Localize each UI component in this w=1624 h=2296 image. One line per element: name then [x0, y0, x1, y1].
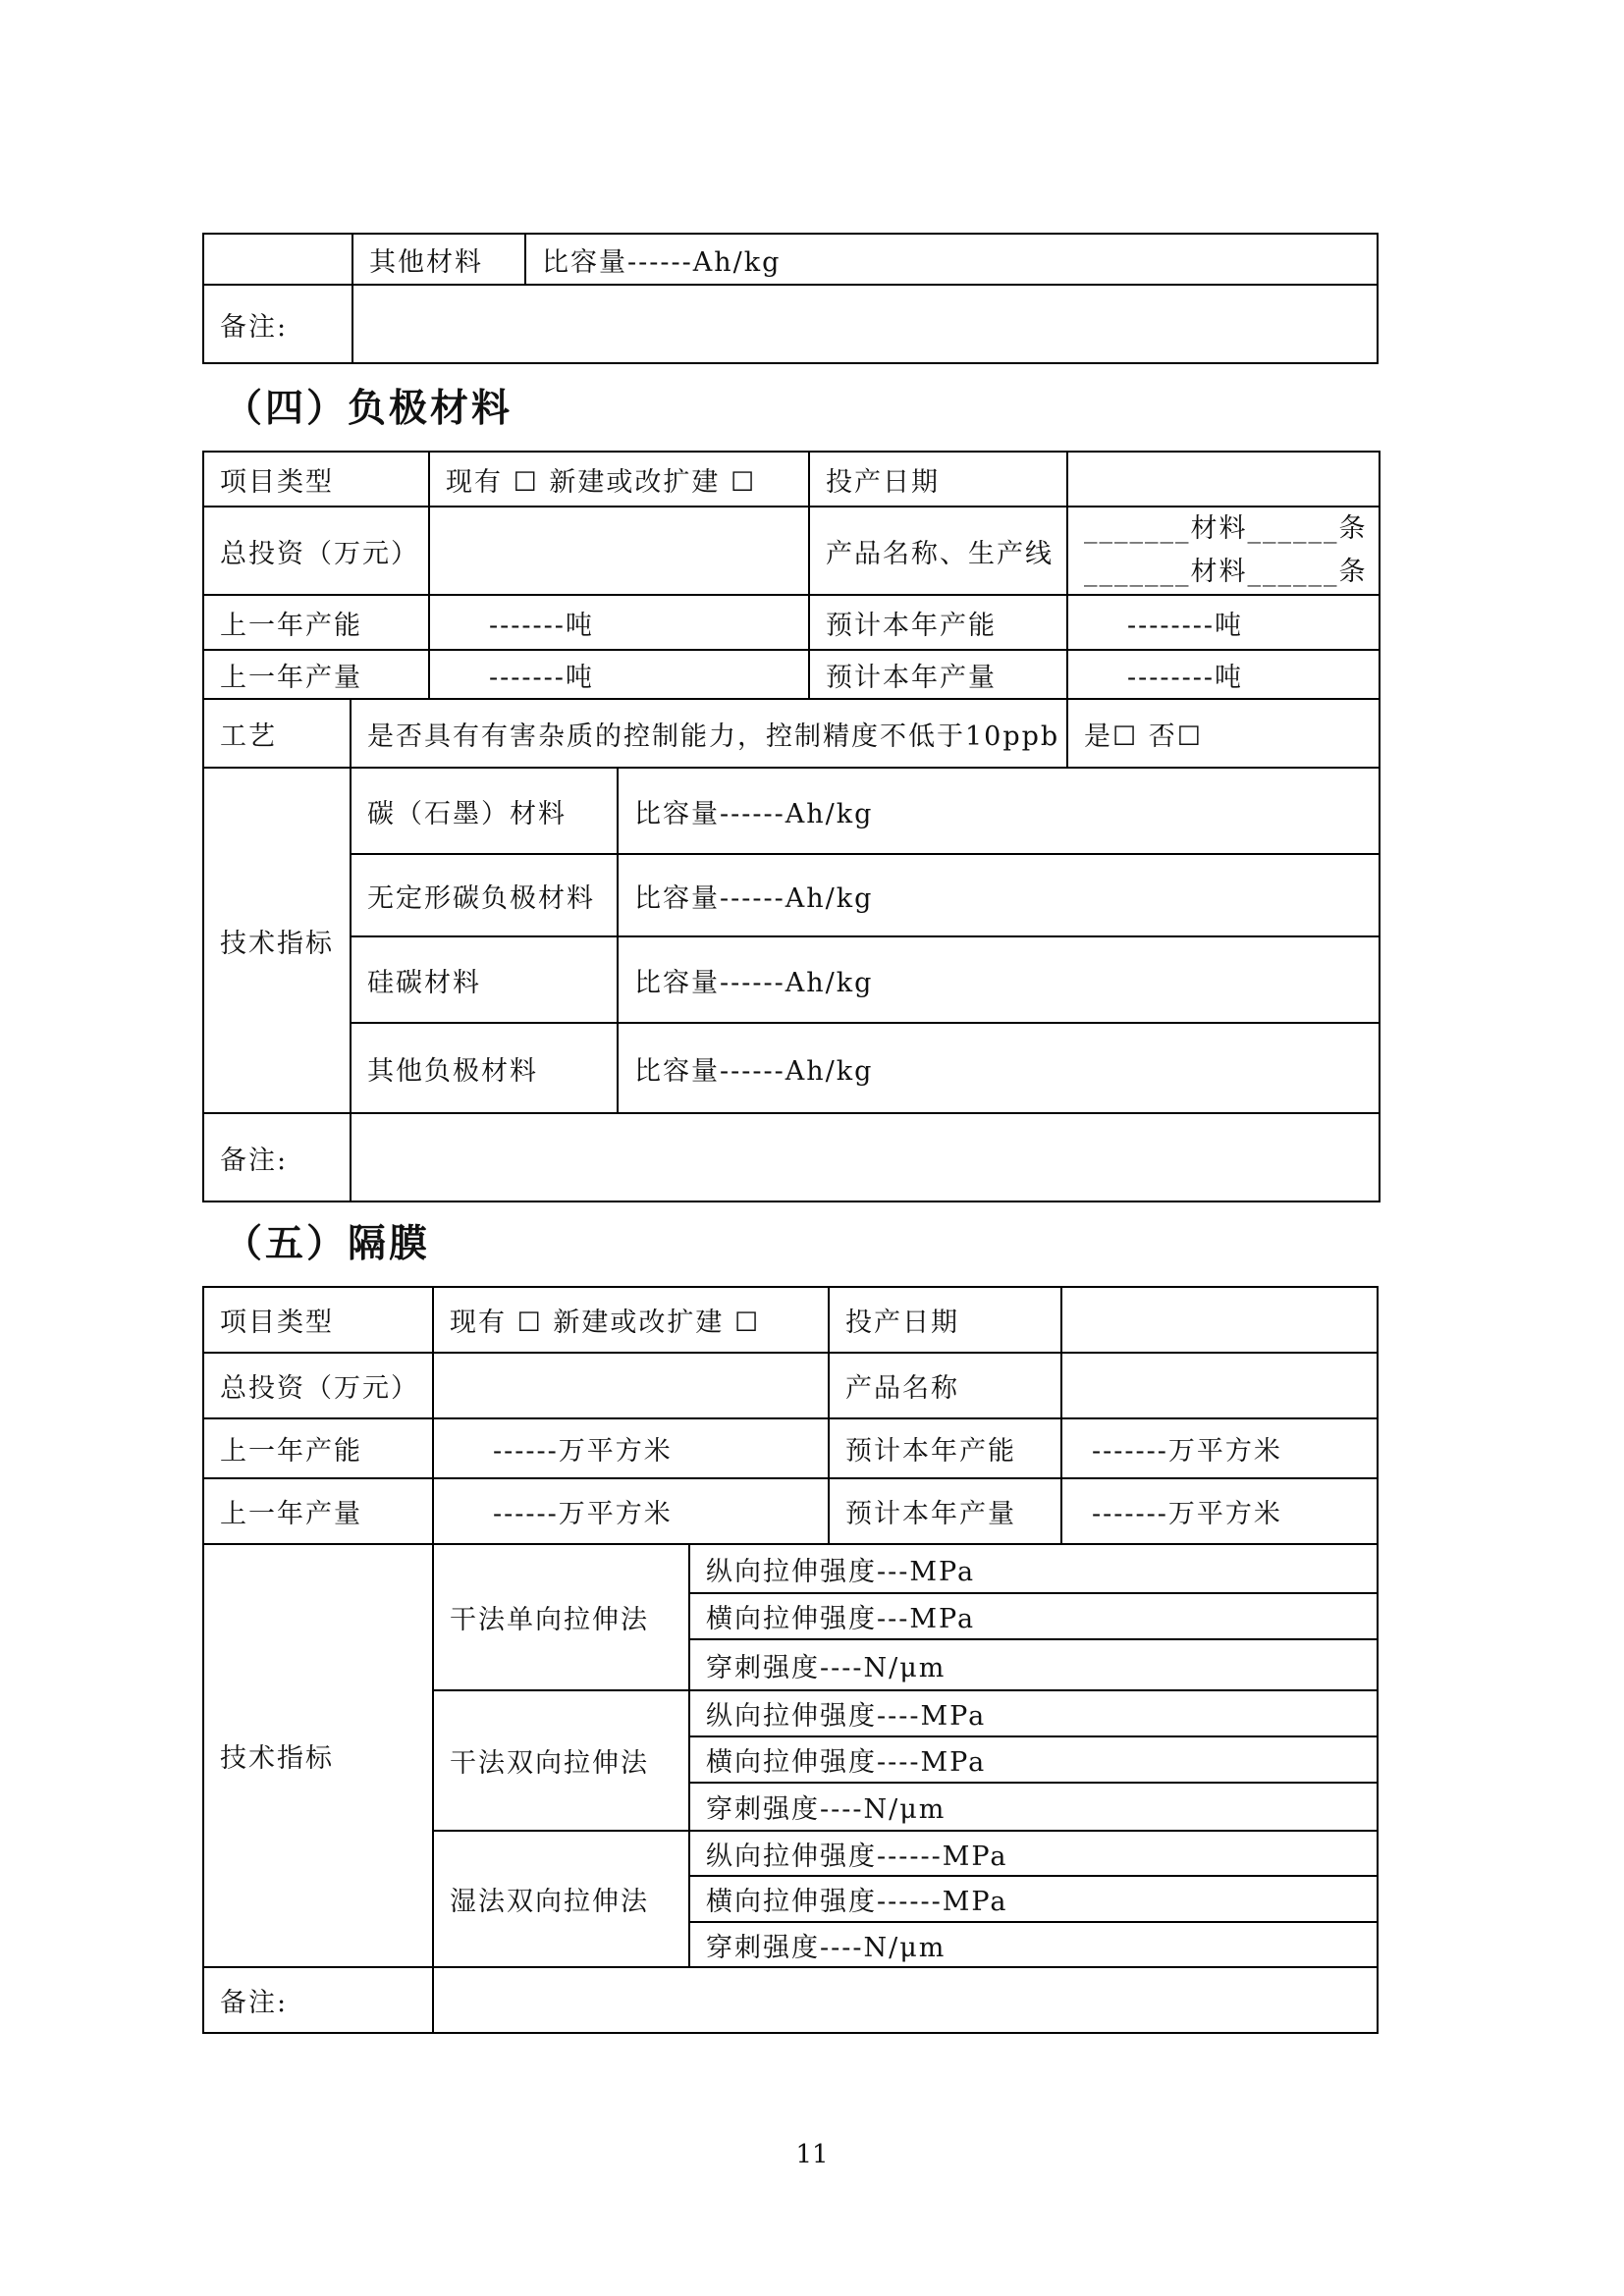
- production-date-label: 投产日期: [829, 1287, 1061, 1353]
- est-capacity-value[interactable]: --------吨: [1067, 595, 1380, 650]
- tech-row-spec[interactable]: 比容量------Ah/kg: [618, 936, 1380, 1023]
- method-spec[interactable]: 横向拉伸强度----MPa: [689, 1736, 1378, 1783]
- process-label: 工艺: [203, 699, 351, 768]
- est-output-value[interactable]: --------吨: [1067, 650, 1380, 699]
- process-question: 是否具有有害杂质的控制能力，控制精度不低于10ppb: [351, 699, 1067, 768]
- method-spec[interactable]: 穿刺强度----N/μm: [689, 1783, 1378, 1831]
- product-label: 产品名称: [829, 1353, 1061, 1418]
- est-capacity-label: 预计本年产能: [809, 595, 1067, 650]
- tech-row-spec[interactable]: 比容量------Ah/kg: [618, 768, 1380, 854]
- last-output-label: 上一年产量: [203, 650, 429, 699]
- investment-input[interactable]: [433, 1353, 829, 1418]
- method-spec[interactable]: 纵向拉伸强度------MPa: [689, 1831, 1378, 1876]
- last-capacity-value[interactable]: -------吨: [429, 595, 809, 650]
- remark-input[interactable]: [352, 285, 1378, 363]
- tech-row-name: 其他负极材料: [351, 1023, 618, 1113]
- last-output-value[interactable]: ------万平方米: [433, 1478, 829, 1544]
- est-capacity-value[interactable]: -------万平方米: [1061, 1418, 1378, 1478]
- separator-table: [202, 1286, 1379, 2034]
- project-type-options[interactable]: 现有 ☐ 新建或改扩建 ☐: [429, 452, 809, 507]
- remark-label: 备注:: [203, 285, 352, 363]
- anode-material-table: [202, 451, 1380, 1202]
- production-date-input[interactable]: [1067, 452, 1380, 507]
- last-capacity-label: 上一年产能: [203, 1418, 433, 1478]
- material-spec-cell: 比容量------Ah/kg: [525, 234, 1378, 285]
- method-spec[interactable]: 纵向拉伸强度---MPa: [689, 1544, 1378, 1593]
- section5-heading: （五）隔膜: [224, 1222, 431, 1266]
- est-output-label: 预计本年产量: [829, 1478, 1061, 1544]
- investment-label: 总投资（万元）: [203, 1353, 433, 1418]
- method-spec[interactable]: 横向拉伸强度---MPa: [689, 1593, 1378, 1639]
- method-spec[interactable]: 穿刺强度----N/μm: [689, 1639, 1378, 1690]
- est-capacity-label: 预计本年产能: [829, 1418, 1061, 1478]
- tech-row-name: 无定形碳负极材料: [351, 854, 618, 936]
- top-table: [202, 233, 1379, 364]
- production-date-input[interactable]: [1061, 1287, 1378, 1353]
- method-name: 干法双向拉伸法: [433, 1690, 689, 1831]
- method-spec[interactable]: 纵向拉伸强度----MPa: [689, 1690, 1378, 1736]
- method-name: 干法单向拉伸法: [433, 1544, 689, 1690]
- method-spec[interactable]: 穿刺强度----N/μm: [689, 1922, 1378, 1967]
- project-type-label: 项目类型: [203, 1287, 433, 1353]
- method-spec[interactable]: 横向拉伸强度------MPa: [689, 1876, 1378, 1922]
- product-line-2: _______材料______条: [1084, 557, 1368, 587]
- page-number: 11: [795, 2140, 829, 2169]
- tech-label: 技术指标: [203, 1544, 433, 1967]
- last-output-value[interactable]: -------吨: [429, 650, 809, 699]
- est-output-label: 预计本年产量: [809, 650, 1067, 699]
- top-table-blank-cell: [203, 234, 352, 285]
- tech-row-name: 碳（石墨）材料: [351, 768, 618, 854]
- last-capacity-value[interactable]: ------万平方米: [433, 1418, 829, 1478]
- product-lines-input[interactable]: [1067, 507, 1380, 595]
- process-answer[interactable]: 是☐ 否☐: [1067, 699, 1380, 768]
- remark-input[interactable]: [433, 1967, 1378, 2033]
- project-type-options[interactable]: 现有 ☐ 新建或改扩建 ☐: [433, 1287, 829, 1353]
- remark-label: 备注:: [203, 1967, 433, 2033]
- tech-row-spec[interactable]: 比容量------Ah/kg: [618, 854, 1380, 936]
- last-capacity-label: 上一年产能: [203, 595, 429, 650]
- investment-input[interactable]: [429, 507, 809, 595]
- est-output-value[interactable]: -------万平方米: [1061, 1478, 1378, 1544]
- investment-label: 总投资（万元）: [203, 507, 429, 595]
- material-name-cell: 其他材料: [352, 234, 525, 285]
- section4-heading: （四）负极材料: [224, 387, 514, 431]
- remark-label: 备注:: [203, 1113, 351, 1201]
- remark-input[interactable]: [351, 1113, 1380, 1201]
- production-date-label: 投产日期: [809, 452, 1067, 507]
- tech-label: 技术指标: [203, 768, 351, 1113]
- tech-row-spec[interactable]: 比容量------Ah/kg: [618, 1023, 1380, 1113]
- tech-row-name: 硅碳材料: [351, 936, 618, 1023]
- method-name: 湿法双向拉伸法: [433, 1831, 689, 1967]
- last-output-label: 上一年产量: [203, 1478, 433, 1544]
- product-label: 产品名称、生产线: [809, 507, 1067, 595]
- project-type-label: 项目类型: [203, 452, 429, 507]
- product-line-1: _______材料______条: [1084, 513, 1368, 544]
- product-input[interactable]: [1061, 1353, 1378, 1418]
